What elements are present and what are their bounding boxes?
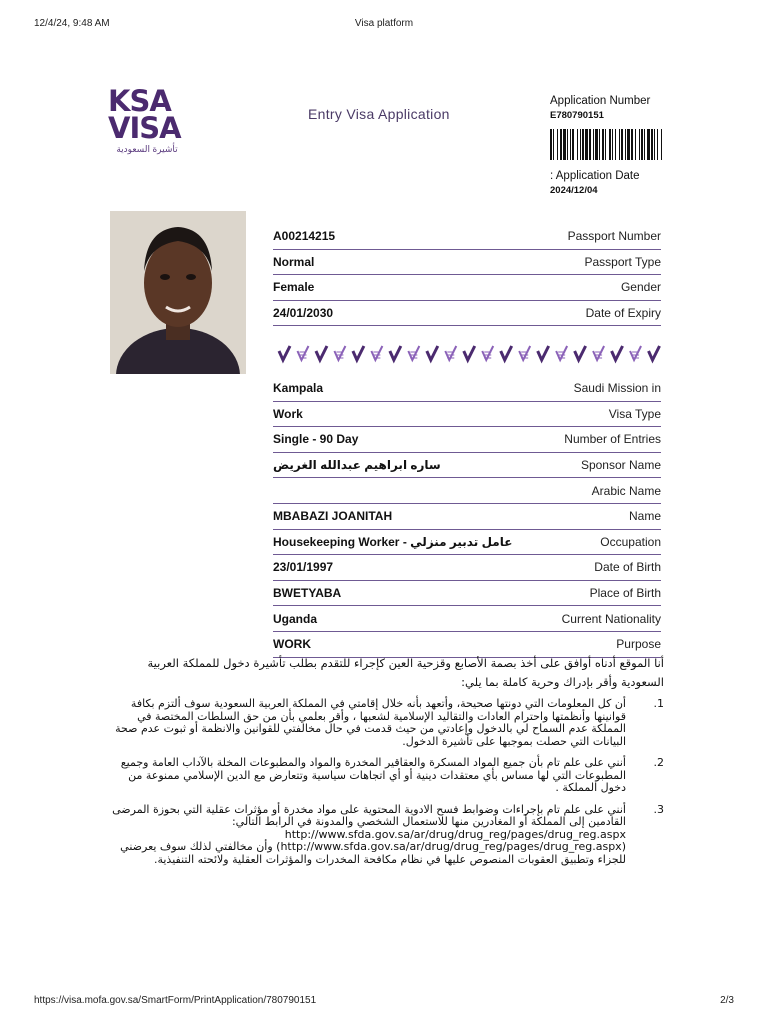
logo-line1: KSA — [108, 84, 171, 118]
check-mark-icon — [464, 346, 475, 360]
application-date: 2024/12/04 — [550, 185, 598, 196]
application-info — [550, 95, 662, 196]
print-footer — [34, 995, 734, 1006]
application-number: E780790151 — [550, 110, 604, 121]
detail-label: Passport Number — [567, 229, 661, 244]
check-mark-icon — [612, 346, 623, 360]
check-mark-icon — [501, 346, 512, 360]
detail-row — [273, 275, 661, 301]
detail-value: A00214215 — [273, 229, 336, 244]
detail-label: Current Nationality — [561, 611, 661, 626]
logo-arabic: تأشيرة السعودية — [116, 144, 178, 154]
logo-line2-text: VISA — [108, 111, 181, 145]
declaration-text-part-a: أنني على علم تام بإجراءات وضوابط فسح الادوية المحتوية على مواد مخدرة أو مؤثرات عقلية التي بحوزة المرضى القادمين إلى المملكة أو المغادرين منها للاستعمال الشخصي والمدونة في الرابط التالي: — [112, 802, 626, 828]
detail-label: Number of Entries — [564, 432, 661, 447]
application-number-label: Application Number — [550, 95, 651, 107]
detail-row — [273, 301, 661, 327]
logo-line2 — [108, 111, 188, 145]
detail-row — [273, 402, 661, 428]
detail-row — [273, 581, 661, 607]
check-mark-icon — [353, 346, 364, 360]
detail-value: Work — [273, 406, 303, 421]
sfda-link[interactable]: http://www.sfda.gov.sa/ar/drug/drug_reg/pages/drug_reg.aspx — [284, 827, 626, 841]
detail-label: Date of Expiry — [585, 306, 661, 321]
check-mark-icon — [538, 346, 549, 360]
check-mark-icon — [575, 346, 586, 360]
detail-value: Kampala — [273, 381, 324, 396]
declaration-text: أنني على علم تام بأن جميع المواد المسكرة والعقاقير المخدرة والمواد والمطبوعات المخلة بالآداب العامة وجميع المطبوعات التي لها مساس بأي معتقدات دينية أو أي اتجاهات سياسية وتتعارض مع الدين الإسلامي ممنوعة من دخول المملكة . — [120, 756, 626, 794]
print-datetime: 12/4/24, 9:48 AM — [34, 18, 110, 29]
declaration-item — [110, 804, 664, 867]
consent-intro: أنا الموقع أدناه أوافق على أخذ بصمة الأصابع وقزحية العين كإجراء للتقدم بطلب تأشيرة دخول للمملكة العربية السعودية وأقر بإدراك وحرية كاملة بما يلي: — [147, 656, 664, 689]
check-mark-icon — [390, 346, 401, 360]
detail-row — [273, 453, 661, 479]
detail-value: Single - 90 Day — [273, 432, 359, 447]
declaration-text — [110, 804, 626, 867]
detail-row — [273, 555, 661, 581]
document-title: Entry Visa Application — [308, 106, 450, 122]
sfda-link-repeat[interactable]: (http://www.sfda.gov.sa/ar/drug/drug_reg/pages/drug_reg.aspx) — [276, 840, 626, 853]
detail-value: ساره ابراهيم عبدالله الغريض — [273, 458, 441, 473]
print-url: https://visa.mofa.gov.sa/SmartForm/PrintApplication/780790151 — [34, 995, 317, 1006]
detail-value: WORK — [273, 637, 311, 652]
decorative-checkmark-strip — [275, 343, 663, 365]
detail-label: Occupation — [600, 534, 661, 549]
visa-details — [273, 376, 661, 658]
detail-row — [273, 250, 661, 276]
declaration-text: أن كل المعلومات التي دونتها صحيحة، وأتعهد بأنه خلال إقامتي في المملكة العربية السعودية سوف ألتزم بكافة قوانينها وأنظمتها واحترام العادات والتقاليد الإسلامية لشعبها ، وأقر بعلمي بأن من حق السلطات المختصة في المملكة عدم السماح لي بالدخول وإعادتي من حيث قدمت في حال مخالفتي للقوانين والانظمة أو ثبوت عدم صحة البيانات التي حصلت بموجبها على تأشيرة الدخول. — [115, 697, 626, 748]
detail-label: Saudi Mission in — [573, 381, 661, 396]
detail-value: Uganda — [273, 611, 318, 626]
check-mark-icon — [316, 346, 327, 360]
detail-label: Name — [628, 509, 661, 524]
detail-row — [273, 224, 661, 250]
detail-value: 23/01/1997 — [273, 560, 334, 575]
detail-label: Passport Type — [584, 254, 661, 269]
detail-value: 24/01/2030 — [273, 306, 334, 321]
detail-row — [273, 427, 661, 453]
detail-value: Female — [273, 280, 315, 295]
detail-label: Gender — [620, 280, 661, 295]
declaration-item — [110, 757, 664, 795]
detail-value: MBABAZI JOANITAH — [273, 509, 393, 524]
declarations-list — [110, 698, 664, 875]
detail-value: Normal — [273, 254, 315, 269]
declaration-text-part-b: وأن مخالفتي لذلك سوف يعرضني للجزاء وتطبيق العقوبات المنصوص عليها في نظام مكافحة المخدرات والمؤثرات العقلية ولائحته التنفيذية. — [120, 840, 626, 866]
detail-label: Arabic Name — [591, 483, 661, 498]
detail-value: BWETYABA — [273, 586, 342, 601]
declaration-item — [110, 698, 664, 748]
print-page-title: Visa platform — [354, 18, 414, 29]
declaration-number: 2. — [653, 756, 664, 769]
ksa-visa-logo — [108, 84, 188, 155]
detail-row — [273, 606, 661, 632]
detail-label: Place of Birth — [589, 586, 661, 601]
detail-label: Sponsor Name — [580, 458, 661, 473]
detail-label: Visa Type — [608, 406, 661, 421]
barcode — [550, 129, 662, 160]
applicant-photo — [110, 211, 246, 374]
check-mark-icon — [649, 346, 660, 360]
detail-label: Date of Birth — [594, 560, 661, 575]
detail-value: Housekeeping Worker - عامل تدبير منزلي — [273, 534, 513, 549]
detail-label: Purpose — [616, 637, 661, 652]
passport-details — [273, 224, 661, 326]
application-date-label: : Application Date — [550, 170, 640, 182]
declaration-number: 1. — [653, 697, 664, 710]
check-mark-icon — [279, 346, 290, 360]
declaration-number: 3. — [653, 802, 664, 816]
check-mark-icon — [427, 346, 438, 360]
detail-row — [273, 478, 661, 504]
detail-row — [273, 504, 661, 530]
detail-row — [273, 376, 661, 402]
page-number: 2/3 — [720, 995, 734, 1006]
detail-row — [273, 530, 661, 556]
